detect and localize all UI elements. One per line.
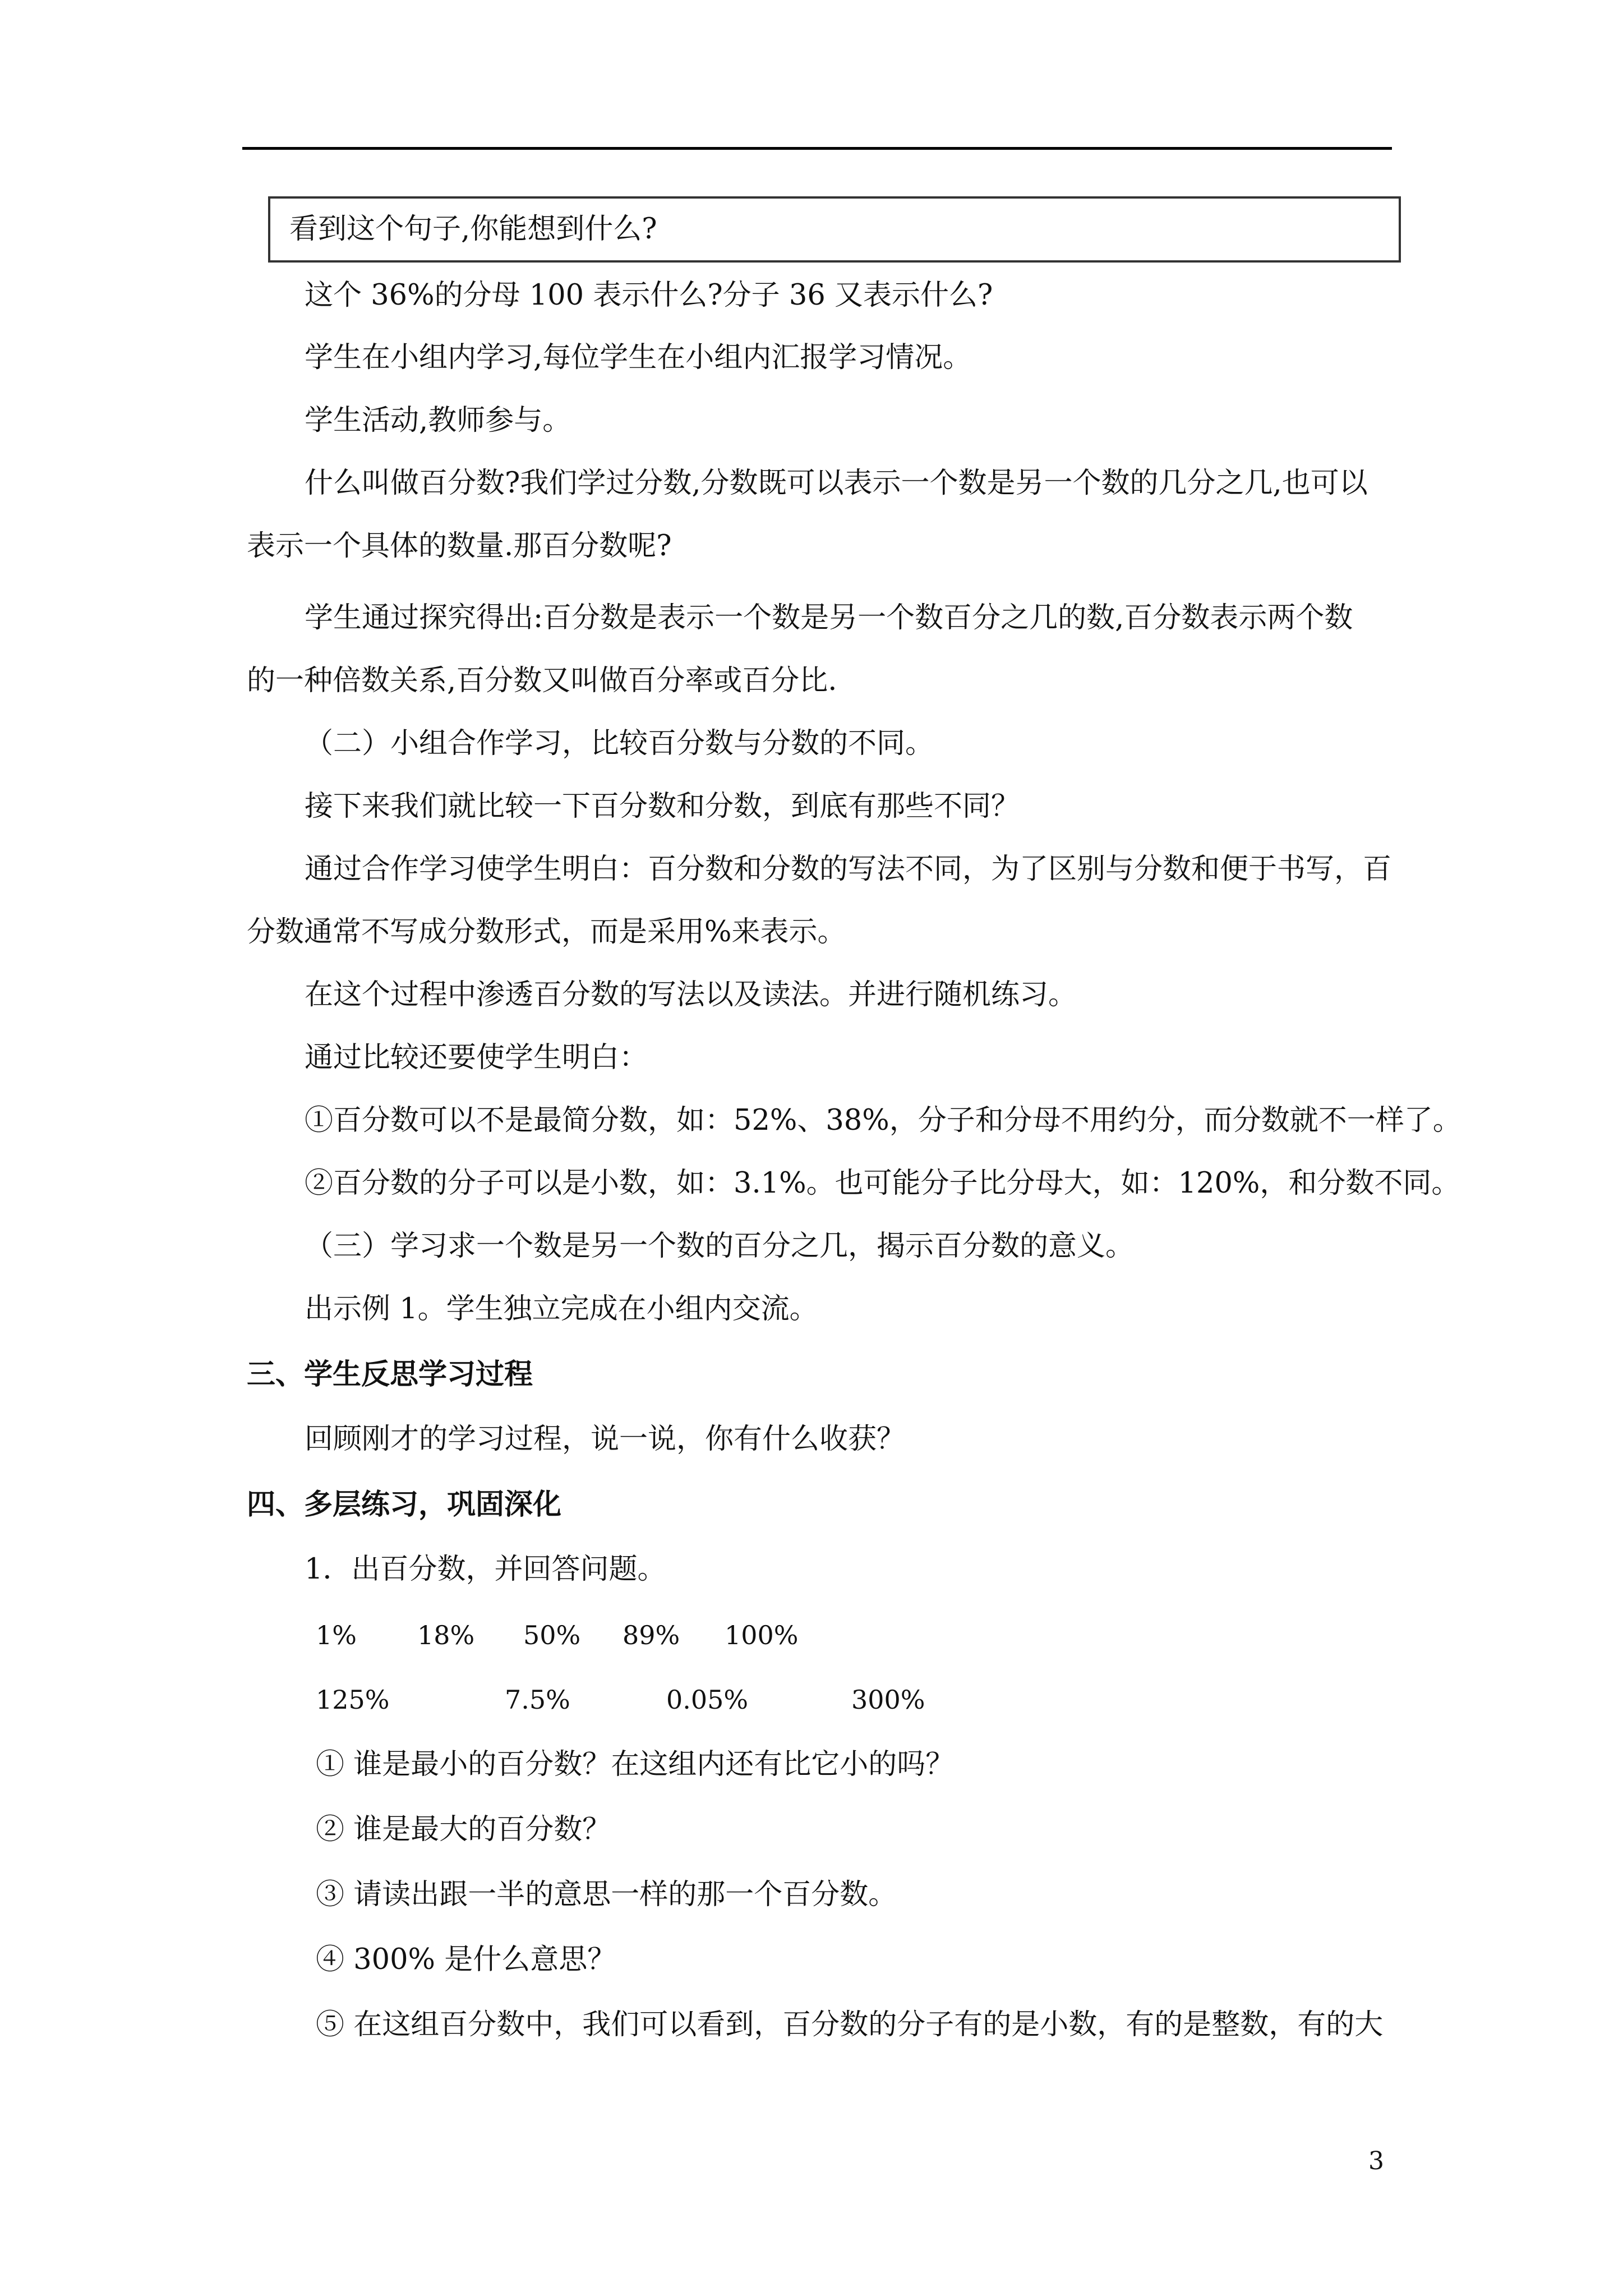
question-item: ③ 请读出跟一半的意思一样的那一个百分数。 (316, 1878, 897, 1911)
percent-value: 7.5% (505, 1685, 570, 1715)
paragraph-line: 表示一个具体的数量.那百分数呢? (247, 530, 672, 563)
paragraph-line: 在这个过程中渗透百分数的写法以及读法。并进行随机练习。 (305, 978, 1077, 1011)
question-item: ② 谁是最大的百分数？ (316, 1813, 611, 1846)
paragraph-line: 通过合作学习使学生明白：百分数和分数的写法不同，为了区别与分数和便于书写，百 (305, 853, 1392, 886)
paragraph-line: 学生活动,教师参与。 (305, 404, 571, 437)
paragraph-line: 分数通常不写成分数形式，而是采用%来表示。 (247, 915, 846, 949)
paragraph-line: （三）学习求一个数是另一个数的百分之几，揭示百分数的意义。 (305, 1230, 1135, 1263)
percent-value: 1% (316, 1620, 357, 1650)
percent-value: 50% (523, 1620, 581, 1650)
question-item: ⑤ 在这组百分数中，我们可以看到，百分数的分子有的是小数，有的是整数，有的大 (316, 2008, 1384, 2041)
paragraph-line: 学生在小组内学习,每位学生在小组内汇报学习情况。 (305, 341, 972, 374)
percent-value: 100% (725, 1620, 799, 1650)
percent-value: 18% (417, 1620, 475, 1650)
page-number: 3 (1368, 2147, 1384, 2175)
paragraph-line: ②百分数的分子可以是小数，如：3.1%。也可能分子比分母大，如：120%，和分数不同。 (305, 1167, 1460, 1200)
paragraph-line: 的一种倍数关系,百分数又叫做百分率或百分比. (247, 664, 837, 697)
paragraph-line: 什么叫做百分数?我们学过分数,分数既可以表示一个数是另一个数的几分之几,也可以 (305, 467, 1368, 500)
section-heading: 三、学生反思学习过程 (247, 1358, 533, 1391)
boxed-prompt: 看到这个句子,你能想到什么? (268, 196, 1401, 263)
paragraph-line: 回顾刚才的学习过程，说一说，你有什么收获？ (305, 1423, 906, 1456)
percent-value: 0.05% (666, 1685, 749, 1715)
paragraph-line: 接下来我们就比较一下百分数和分数，到底有那些不同？ (305, 790, 1020, 823)
paragraph-line: 通过比较还要使学生明白： (305, 1041, 648, 1074)
paragraph-line: 这个 36%的分母 100 表示什么?分子 36 又表示什么? (305, 279, 993, 312)
paragraph-line: ①百分数可以不是最简分数，如：52%、38%，分子和分母不用约分，而分数就不一样了。 (305, 1104, 1461, 1137)
question-item: ④ 300% 是什么意思？ (316, 1943, 616, 1976)
exercise-prompt: 1．出百分数，并回答问题。 (305, 1553, 666, 1586)
percent-value: 89% (623, 1620, 680, 1650)
percent-value: 125% (316, 1685, 390, 1715)
section-heading: 四、多层练习，巩固深化 (247, 1488, 562, 1521)
question-item: ① 谁是最小的百分数？在这组内还有比它小的吗？ (316, 1748, 955, 1781)
header-rule (242, 147, 1392, 150)
paragraph-line: 学生通过探究得出:百分数是表示一个数是另一个数百分之几的数,百分数表示两个数 (305, 601, 1353, 634)
paragraph-line: （二）小组合作学习，比较百分数与分数的不同。 (305, 727, 934, 760)
percent-value: 300% (851, 1685, 925, 1715)
paragraph-line: 出示例 1。学生独立完成在小组内交流。 (305, 1292, 818, 1326)
